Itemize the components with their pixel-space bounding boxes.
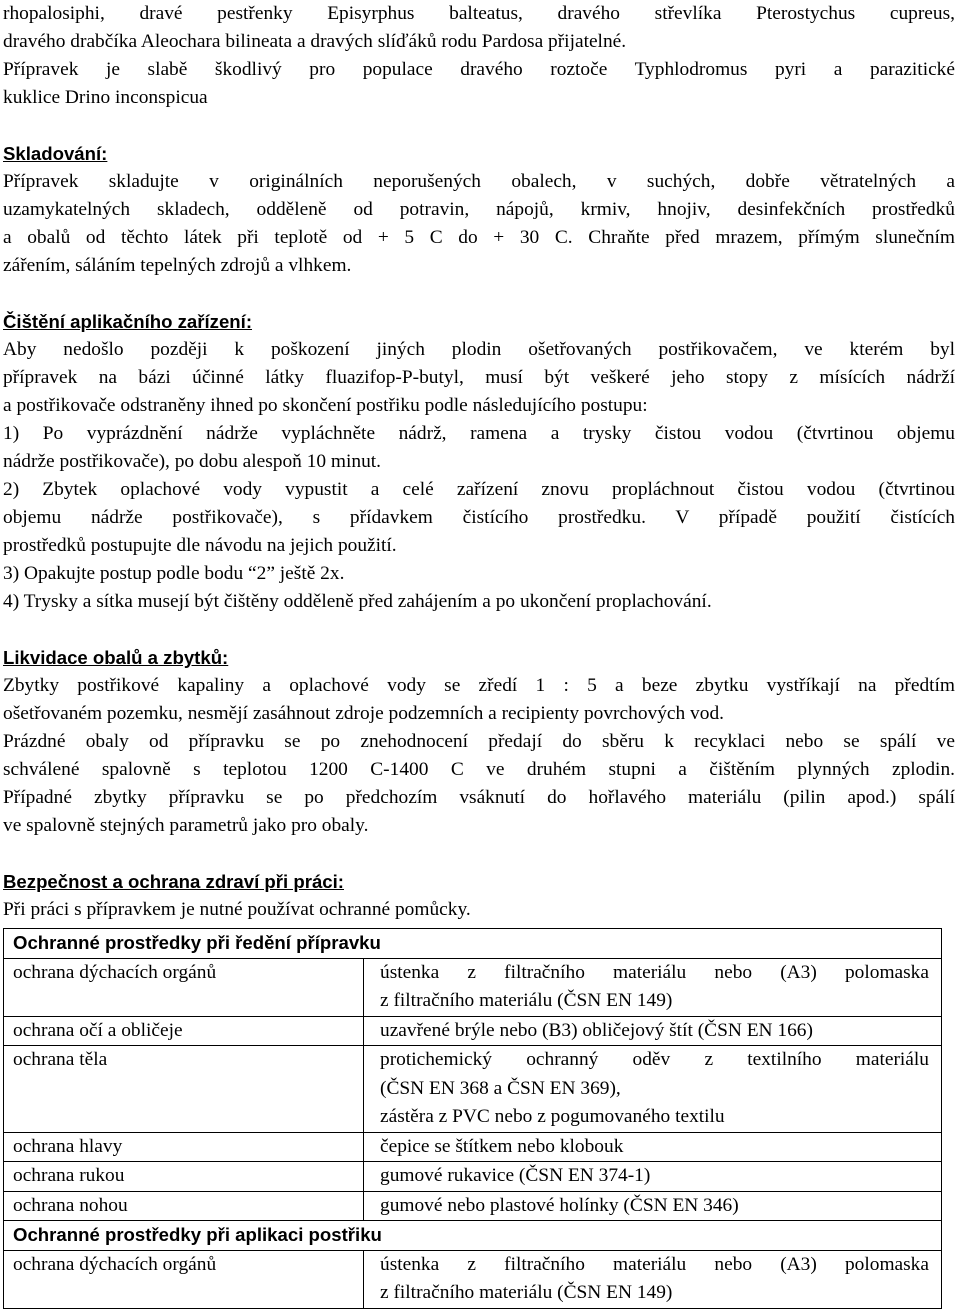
text-line: Případné zbytky přípravku se po předchozím vsáknutí do hořlavého materiálu (pilin apod.) spálí xyxy=(3,787,955,808)
table-cell-value xyxy=(364,958,942,1016)
cell-line: ústenka z filtračního materiálu nebo (A3) polomaska xyxy=(380,961,929,983)
text-line: schválené spalovně s teplotou 1200 C-1400 C ve druhém stupni a čištěním plynných zplodin. xyxy=(3,759,955,780)
intro-paragraph xyxy=(3,0,955,112)
table-cell-label: ochrana těla xyxy=(4,1046,364,1133)
text-line: Přípravek skladujte v originálních neporušených obalech, v suchých, dobře větratelných a xyxy=(3,171,955,192)
text-line: dravého drabčíka Aleochara bilineata a dravých slíďáků rodu Pardosa přijatelné. xyxy=(3,31,627,52)
table-cell-value xyxy=(364,1162,942,1192)
cleaning-heading: Čištění aplikačního zařízení: xyxy=(3,311,253,332)
text-line: 2) Zbytek oplachové vody vypustit a celé zařízení znovu propláchnout čistou vodou (čtvrtinou xyxy=(3,479,955,500)
table-cell-value xyxy=(364,1191,942,1221)
table-cell-label: ochrana očí a obličeje xyxy=(4,1016,364,1046)
table-row xyxy=(4,1191,942,1221)
text-line: ošetřovaném pozemku, nesmějí zasáhnout zdroje podzemních a recipienty povrchových vod. xyxy=(3,703,724,724)
disposal-paragraph xyxy=(3,672,955,840)
table-cell-label: ochrana nohou xyxy=(4,1191,364,1221)
table-cell-label: ochrana dýchacích orgánů xyxy=(4,958,364,1016)
storage-paragraph xyxy=(3,168,955,280)
table-section-title: Ochranné prostředky při ředění přípravku xyxy=(4,929,942,959)
table-row xyxy=(4,958,942,1016)
text-line: přípravek na bázi účinné látky fluazifop-P-butyl, musí být veškeré jeho stopy z mísících nádrží xyxy=(3,367,955,388)
cell-line: čepice se štítkem nebo klobouk xyxy=(380,1135,624,1157)
text-line: Prázdné obaly od přípravku se po znehodnocení předají do sběru k recyklaci nebo se spálí ve xyxy=(3,731,955,752)
safety-intro: Při práci s přípravkem je nutné používat ochranné pomůcky. xyxy=(3,899,471,920)
disposal-heading: Likvidace obalů a zbytků: xyxy=(3,647,229,668)
table-section-row xyxy=(4,1221,942,1251)
table-cell-label: ochrana rukou xyxy=(4,1162,364,1192)
text-line: 3) Opakujte postup podle bodu “2” ještě 2x. xyxy=(3,563,345,584)
cell-line: z filtračního materiálu (ČSN EN 149) xyxy=(380,990,673,1011)
cell-line: (ČSN EN 368 a ČSN EN 369), xyxy=(380,1077,621,1099)
cell-line: gumové nebo plastové holínky (ČSN EN 346) xyxy=(380,1194,739,1216)
text-line: 4) Trysky a sítka musejí být čištěny odděleně před zahájením a po ukončení proplachování. xyxy=(3,591,712,612)
cell-line: z filtračního materiálu (ČSN EN 149) xyxy=(380,1282,673,1303)
table-row xyxy=(4,1016,942,1046)
table-section-row xyxy=(4,929,942,959)
table-cell-value xyxy=(364,1046,942,1133)
table-cell-value xyxy=(364,1132,942,1162)
table-cell-value xyxy=(364,1250,942,1308)
cell-line: gumové rukavice (ČSN EN 374-1) xyxy=(380,1165,651,1186)
table-row xyxy=(4,1132,942,1162)
cell-line: protichemický ochranný oděv z textilního materiálu xyxy=(380,1049,929,1070)
table-row xyxy=(4,1162,942,1192)
text-line: prostředků postupujte dle návodu na jejich použití. xyxy=(3,535,397,556)
table-section-title: Ochranné prostředky při aplikaci postřiku xyxy=(4,1221,942,1251)
text-line: kuklice Drino inconspicua xyxy=(3,87,208,108)
cell-line: zástěra z PVC nebo z pogumovaného textilu xyxy=(380,1106,725,1127)
text-line: zářením, sáláním tepelných zdrojů a vlhkem. xyxy=(3,255,352,276)
table-row xyxy=(4,1250,942,1308)
storage-heading: Skladování: xyxy=(3,143,108,164)
text-line: 1) Po vyprázdnění nádrže vypláchněte nádrž, ramena a trysky čistou vodou (čtvrtinou objemu xyxy=(3,423,955,444)
table-cell-label: ochrana hlavy xyxy=(4,1132,364,1162)
text-line: objemu nádrže postřikovače), s přídavkem čistícího prostředku. V případě použití čistících xyxy=(3,507,955,528)
safety-heading: Bezpečnost a ochrana zdraví při práci: xyxy=(3,871,344,892)
text-line: Aby nedošlo později k poškození jiných plodin ošetřovaných postřikovačem, ve kterém byl xyxy=(3,339,955,360)
cell-line: ústenka z filtračního materiálu nebo (A3) polomaska xyxy=(380,1253,929,1275)
text-line: Přípravek je slabě škodlivý pro populace dravého roztoče Typhlodromus pyri a parazitické xyxy=(3,59,955,80)
text-line: a postřikovače odstraněny ihned po skončení postřiku podle následujícího postupu: xyxy=(3,395,648,416)
text-line: uzamykatelných skladech, odděleně od potravin, nápojů, krmiv, hnojiv, desinfekčních prostředků xyxy=(3,199,955,220)
protective-equipment-table xyxy=(3,928,942,1309)
cell-line: uzavřené brýle nebo (B3) obličejový štít (ČSN EN 166) xyxy=(380,1019,813,1041)
text-line: Zbytky postřikové kapaliny a oplachové vody se zředí 1 : 5 a beze zbytku vystříkají na předtím xyxy=(3,675,955,696)
document-page xyxy=(3,0,955,924)
text-line: rhopalosiphi, dravé pestřenky Episyrphus balteatus, dravého střevlíka Pterostychus cupreus, xyxy=(3,3,955,24)
table-cell-label: ochrana dýchacích orgánů xyxy=(4,1250,364,1308)
text-line: a obalů od těchto látek při teplotě od + 5 C do + 30 C. Chraňte před mrazem, přímým slunečním xyxy=(3,227,955,248)
text-line: ve spalovně stejných parametrů jako pro obaly. xyxy=(3,815,369,836)
table-cell-value xyxy=(364,1016,942,1046)
table-row xyxy=(4,1046,942,1133)
cleaning-paragraph xyxy=(3,336,955,616)
text-line: nádrže postřikovače), po dobu alespoň 10 minut. xyxy=(3,451,382,472)
